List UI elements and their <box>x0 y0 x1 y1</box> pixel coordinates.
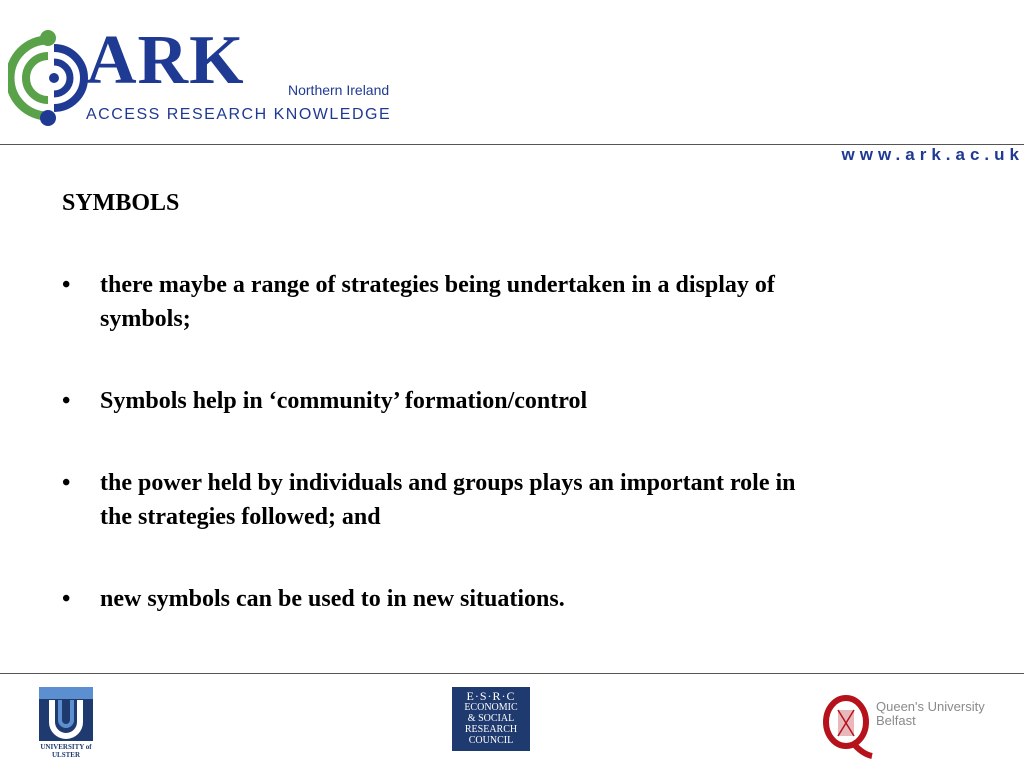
qub-line: Belfast <box>876 713 916 728</box>
bullet-text <box>100 582 940 616</box>
qub-wordmark <box>876 700 985 728</box>
bullet-text <box>100 268 940 336</box>
esrc-line: & SOCIAL <box>467 713 515 724</box>
qub-line: Queen's University <box>876 699 985 714</box>
bullet-line: there maybe a range of strategies being undertaken in a display of <box>100 272 775 298</box>
tagline: ACCESS RESEARCH KNOWLEDGE <box>86 106 392 123</box>
qub-q-icon <box>822 694 874 760</box>
slide-content <box>62 186 962 612</box>
bullet-text <box>100 466 940 534</box>
ulster-label: UNIVERSITY of ULSTER <box>40 743 92 759</box>
header <box>0 0 1024 145</box>
esrc-line: E·S·R·C <box>466 689 516 703</box>
esrc-line: COUNCIL <box>468 735 514 746</box>
bullet-marker: • <box>62 388 71 414</box>
slide-title: SYMBOLS <box>62 190 180 216</box>
ulster-logo <box>38 686 94 758</box>
ark-signal-icon <box>8 28 92 128</box>
site-url[interactable]: www.ark.ac.uk <box>841 145 1024 164</box>
ulster-crest-icon <box>38 686 94 742</box>
bullet-line: symbols; <box>100 306 191 332</box>
esrc-logo <box>452 687 530 751</box>
region-label: Northern Ireland <box>288 82 390 98</box>
ark-logo <box>8 22 408 128</box>
bullet-marker: • <box>62 470 71 496</box>
esrc-line: RESEARCH <box>464 724 518 735</box>
qub-logo <box>822 694 992 760</box>
ark-wordmark: ARK <box>86 22 245 99</box>
bullet-marker: • <box>62 586 71 612</box>
bullet-line: the power held by individuals and groups plays an important role in <box>100 470 796 496</box>
esrc-line: ECONOMIC <box>464 702 518 713</box>
bullet-marker: • <box>62 272 71 298</box>
bullet-text <box>100 384 940 418</box>
bullet-line: the strategies followed; and <box>100 504 381 530</box>
footer-divider <box>0 673 1024 674</box>
bullet-line: Symbols help in ‘community’ formation/control <box>100 388 588 414</box>
bullet-line: new symbols can be used to in new situations. <box>100 586 565 612</box>
